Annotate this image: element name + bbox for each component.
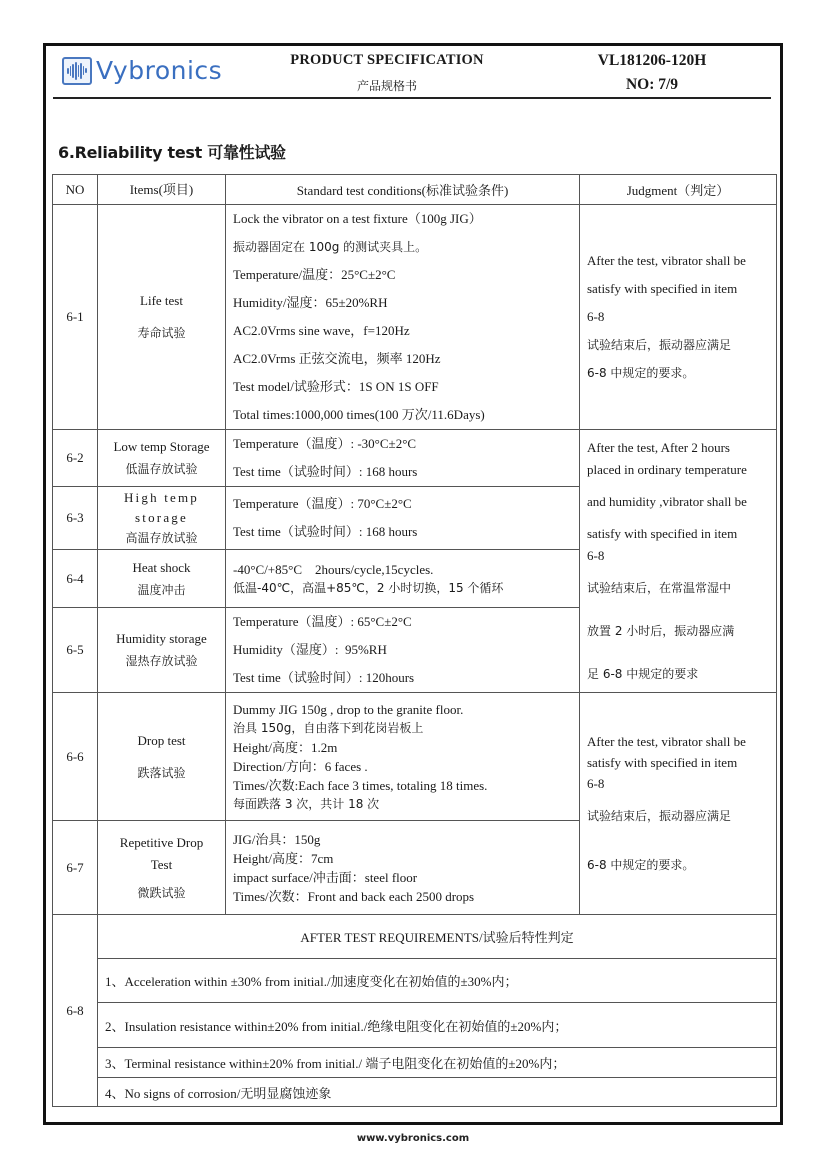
item-en: storage	[135, 510, 188, 525]
judgment-line: 6-8	[587, 309, 605, 324]
requirement-row	[53, 1078, 777, 1107]
col-header-judgment: Judgment（判定）	[580, 175, 777, 205]
footer-divider	[43, 1122, 783, 1125]
item-cn: 温度冲击	[137, 582, 186, 597]
requirement-row	[53, 959, 777, 1003]
judgment-line: 试验结束后，振动器应满足	[587, 338, 732, 352]
judgment-line: 6-8	[587, 548, 605, 563]
row-item	[98, 608, 226, 693]
after-test-heading: AFTER TEST REQUIREMENTS/试验后特性判定	[98, 915, 777, 959]
condition-line: Temperature/温度：25°C±2°C	[233, 267, 396, 282]
judgment-line: After the test, vibrator shall be	[587, 734, 746, 749]
row-judgment	[580, 205, 777, 430]
requirement-item: 4、No signs of corrosion/无明显腐蚀迹象	[98, 1078, 777, 1107]
condition-line: Height/高度：7cm	[233, 850, 334, 866]
condition-line: Test time（试验时间）: 168 hours	[233, 524, 418, 539]
condition-line: Test time（试验时间）: 168 hours	[233, 464, 418, 479]
condition-line: Dummy JIG 150g , drop to the granite floor.	[233, 701, 464, 717]
footer-website: www.vybronics.com	[356, 1133, 470, 1144]
row-judgment-shared	[580, 430, 777, 693]
item-en: Drop test	[137, 732, 186, 748]
row-no: 6-8	[53, 915, 98, 1107]
condition-line: Temperature（温度）: 70°C±2°C	[233, 496, 412, 511]
condition-line: Temperature（温度）: 65°C±2°C	[233, 614, 412, 629]
item-cn: 微跌试验	[137, 885, 186, 900]
condition-line: Test time（试验时间）: 120hours	[233, 670, 415, 685]
row-conditions	[226, 430, 580, 487]
judgment-line: and humidity ,vibrator shall be	[587, 494, 747, 509]
condition-line: JIG/治具：150g	[233, 831, 321, 847]
logo-text: Vybronics	[96, 56, 223, 85]
doc-id-block	[572, 52, 732, 94]
doc-code: VL181206-120H	[597, 52, 707, 69]
row-conditions	[226, 821, 580, 915]
requirement-item: 2、Insulation resistance within±20% from initial./绝缘电阻变化在初始值的±20%内；	[98, 1003, 777, 1048]
row-item	[98, 821, 226, 915]
judgment-line: After the test, vibrator shall be	[587, 253, 746, 268]
requirement-item: 1、Acceleration within ±30% from initial./加速度变化在初始值的±30%内；	[98, 959, 777, 1003]
row-item	[98, 205, 226, 430]
header-divider	[53, 97, 771, 99]
row-conditions	[226, 693, 580, 821]
requirement-row	[53, 1048, 777, 1078]
col-header-conditions: Standard test conditions(标准试验条件)	[226, 175, 580, 205]
table-row	[53, 693, 777, 821]
doc-title-en: PRODUCT SPECIFICATION	[290, 52, 484, 68]
condition-line: AC2.0Vrms 正弦交流电，频率 120Hz	[233, 351, 441, 366]
condition-line: Height/高度：1.2m	[233, 739, 338, 755]
row-no: 6-1	[53, 205, 98, 430]
condition-line: impact surface/冲击面：steel floor	[233, 869, 418, 885]
row-item	[98, 693, 226, 821]
judgment-line: satisfy with specified in item	[587, 755, 738, 770]
item-cn: 低温存放试验	[125, 462, 198, 476]
item-cn: 湿热存放试验	[125, 654, 198, 668]
row-no: 6-2	[53, 430, 98, 487]
reliability-test-table	[52, 174, 777, 1107]
doc-title-cn: 产品规格书	[356, 79, 417, 93]
item-cn: 寿命试验	[137, 326, 186, 340]
row-conditions	[226, 608, 580, 693]
waveform-icon	[62, 57, 92, 85]
condition-line: Humidity/湿度：65±20%RH	[233, 295, 388, 310]
row-no: 6-5	[53, 608, 98, 693]
item-en: Low temp Storage	[113, 439, 210, 454]
condition-line: Direction/方向：6 faces .	[233, 758, 368, 774]
page-header	[52, 48, 772, 98]
item-en: High temp	[123, 490, 200, 505]
judgment-line: 6-8	[587, 776, 605, 791]
judgment-line: 试验结束后，在常温常湿中	[587, 581, 732, 595]
judgment-line: After the test, After 2 hours	[587, 440, 730, 455]
table-row	[53, 205, 777, 430]
item-cn: 跌落试验	[137, 765, 186, 780]
condition-line: 低温-40℃，高温+85℃，2 小时切换，15 个循环	[233, 580, 504, 595]
judgment-line: 6-8 中规定的要求。	[587, 858, 695, 872]
judgment-line: satisfy with specified in item	[587, 526, 738, 541]
judgment-line: 试验结束后，振动器应满足	[587, 809, 732, 823]
row-judgment-shared	[580, 693, 777, 915]
row-item	[98, 430, 226, 487]
condition-line: Times/次数：Front and back each 2500 drops	[233, 888, 475, 904]
item-en: Repetitive Drop	[119, 834, 204, 850]
row-item	[98, 550, 226, 608]
requirement-row	[53, 1003, 777, 1048]
company-logo	[62, 56, 222, 85]
row-conditions	[226, 205, 580, 430]
item-cn: 高温存放试验	[125, 531, 198, 545]
item-en: Heat shock	[132, 559, 191, 575]
table-row	[53, 430, 777, 487]
condition-line: Test model/试验形式：1S ON 1S OFF	[233, 379, 439, 394]
row-conditions	[226, 550, 580, 608]
table-header-row	[53, 175, 777, 205]
col-header-items: Items(项目)	[98, 175, 226, 205]
row-no: 6-4	[53, 550, 98, 608]
item-en: Test	[150, 856, 173, 872]
condition-line: Temperature（温度）: -30°C±2°C	[233, 436, 417, 451]
judgment-line: 足 6-8 中规定的要求	[587, 667, 699, 681]
condition-line: -40°C/+85°C 2hours/cycle,15cycles.	[233, 561, 434, 577]
condition-line: AC2.0Vrms sine wave，f=120Hz	[233, 323, 410, 338]
row-no: 6-6	[53, 693, 98, 821]
doc-title-block	[277, 52, 497, 94]
judgment-line: 放置 2 小时后，振动器应满	[587, 624, 735, 638]
row-conditions	[226, 487, 580, 550]
judgment-line: satisfy with specified in item	[587, 281, 738, 296]
item-en: Life test	[140, 293, 183, 308]
section-title: 6.Reliability test 可靠性试验	[58, 143, 286, 162]
condition-line: 治具 150g，自由落下到花岗岩板上	[233, 720, 424, 735]
condition-line: Total times:1000,000 times(100 万次/11.6Days)	[233, 407, 485, 422]
judgment-line: 6-8 中规定的要求。	[587, 366, 695, 380]
condition-line: Times/次数:Each face 3 times, totaling 18 times.	[233, 777, 488, 793]
row-item	[98, 487, 226, 550]
row-no: 6-3	[53, 487, 98, 550]
condition-line: Lock the vibrator on a test fixture（100g JIG）	[233, 211, 482, 226]
condition-line: 每面跌落 3 次，共计 18 次	[233, 796, 380, 811]
item-en: Humidity storage	[116, 631, 207, 646]
requirement-item: 3、Terminal resistance within±20% from initial./ 端子电阻变化在初始值的±20%内；	[98, 1048, 777, 1078]
condition-line: 振动器固定在 100g 的测试夹具上。	[233, 240, 428, 254]
row-no: 6-7	[53, 821, 98, 915]
condition-line: Humidity（湿度）: 95%RH	[233, 642, 387, 657]
page-number: NO: 7/9	[625, 76, 679, 93]
judgment-line: placed in ordinary temperature	[587, 462, 747, 477]
col-header-no: NO	[53, 175, 98, 205]
after-test-heading-row	[53, 915, 777, 959]
